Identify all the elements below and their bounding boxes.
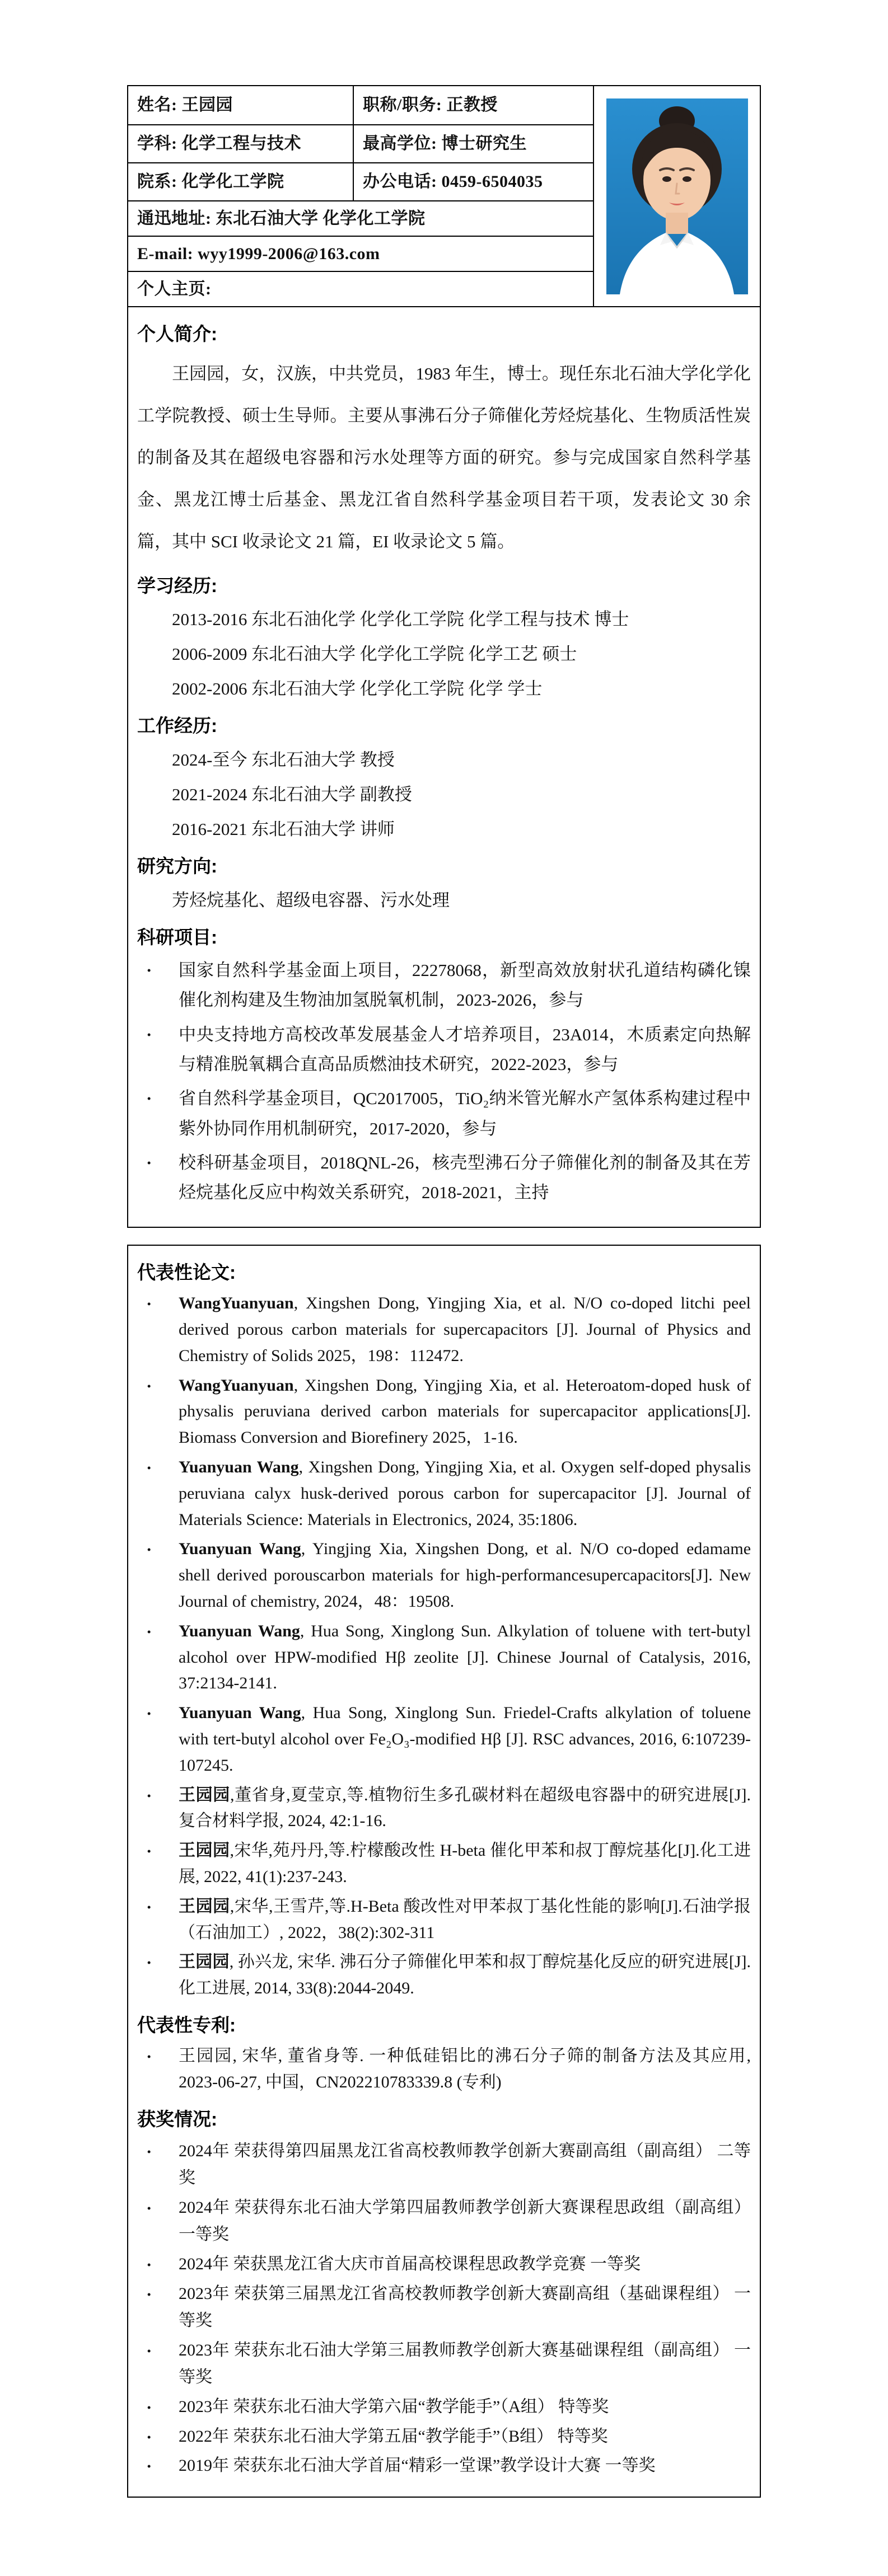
award-text: 2024年 荣获得第四届黑龙江省高校教师教学创新大赛副高组（副高组） 二等奖	[179, 2141, 751, 2188]
department-cell: 院系: 化学化工学院	[128, 162, 353, 200]
intro-paragraph: 王园园，女，汉族，中共党员，1983 年生，博士。现任东北石油大学化学化工学院教授、硕士生导师。主要从事沸石分子筛催化芳烃烷基化、生物质活性炭的制备及其在超级电容器和污水处理等方面的研究。参与完成国家自然科学基金、黑龙江博士后基金、黑龙江省自然科学基金项目若干项，发表论文 30 余篇，其中 SCI 收录论文 21 篇，EI 收录论文 5 篇。	[137, 363, 751, 551]
title-cell: 职称/职务: 正教授	[353, 86, 593, 124]
patent-item	[137, 2043, 751, 2096]
paper-text: Yuanyuan Wang, Yingjing Xia, Xingshen Dong, et al. N/O co-doped edamame shell derived porouscarbon materials for high-performancesupercapacitors[J]. New Journal of chemistry, 2024，48：19508.	[179, 1540, 751, 1611]
bullet-dot-icon: ·	[146, 2254, 152, 2274]
project-text: 国家自然科学基金面上项目，22278068，新型高效放射状孔道结构磷化镍催化剂构建及生物油加氢脱氧机制，2023-2026，参与	[179, 960, 751, 1010]
bullet-dot-icon: ·	[146, 2340, 152, 2361]
name-cell: 姓名: 王园园	[137, 96, 233, 114]
bullet-dot-icon: ·	[146, 2141, 152, 2161]
section-heading-awards: 获奖情况:	[137, 2109, 217, 2130]
degree-cell: 最高学位: 博士研究生	[353, 124, 593, 162]
paper-text: 王园园, 孙兴龙, 宋华. 沸石分子筛催化甲苯和叔丁醇烷基化反应的研究进展[J]. 化工进展, 2014, 33(8):2044-2049.	[179, 1953, 751, 1998]
education-item: 2002-2006 东北石油大学 化学化工学院 化学 学士	[172, 679, 543, 699]
bullet-dot-icon: ·	[146, 2198, 152, 2218]
paper-text: 王园园,董省身,夏莹京,等.植物衍生多孔碳材料在超级电容器中的研究进展[J].复合材料学报, 2024, 42:1-16.	[179, 1785, 751, 1831]
bullet-dot-icon: ·	[146, 960, 152, 980]
bullet-dot-icon: ·	[146, 1024, 152, 1044]
bullet-dot-icon: ·	[146, 1621, 152, 1641]
paper-item	[137, 1291, 751, 1369]
publications-sections	[128, 1246, 760, 2497]
block-gap	[127, 1228, 761, 1245]
address-cell: 通迅地址: 东北石油大学 化学化工学院	[128, 200, 593, 236]
email-cell: E-mail: wyy1999-2006@163.com	[128, 236, 593, 271]
bullet-dot-icon: ·	[146, 2284, 152, 2304]
award-item	[137, 2281, 751, 2335]
profile-photo	[606, 98, 748, 294]
section-heading-education: 学习经历:	[137, 575, 217, 596]
bullet-dot-icon: ·	[146, 1088, 152, 1109]
paper-item	[137, 1949, 751, 2002]
section-heading-projects: 科研项目:	[137, 926, 217, 947]
paper-item	[137, 1373, 751, 1451]
work-item: 2021-2024 东北石油大学 副教授	[172, 784, 412, 804]
paper-text: Yuanyuan Wang, Xingshen Dong, Yingjing Xia, et al. Oxygen self-doped physalis peruviana calyx husk-derived porous carbon for supercapacitor [J]. Journal of Materials Science: Materials in Electronics, 2024, 35:1806.	[179, 1457, 751, 1529]
paper-item	[137, 1894, 751, 1946]
bullet-dot-icon: ·	[146, 1841, 152, 1861]
bullet-dot-icon: ·	[146, 2397, 152, 2417]
project-text: 省自然科学基金项目，QC2017005，TiO₂纳米管光解水产氢体系构建过程中紫外协同作用机制研究，2017-2020，参与	[179, 1088, 751, 1138]
paper-item	[137, 1618, 751, 1697]
award-item	[137, 2138, 751, 2192]
award-item	[137, 2423, 751, 2451]
paper-text: WangYuanyuan, Xingshen Dong, Yingjing Xia, et al. N/O co-doped litchi peel derived porous carbon materials for supercapacitors [J]. Journal of Physics and Chemistry of Solids 2025，198：112472.	[179, 1294, 751, 1365]
bullet-dot-icon: ·	[146, 1785, 152, 1805]
paper-text: WangYuanyuan, Xingshen Dong, Yingjing Xia, et al. Heteroatom-doped husk of physalis peruviana derived carbon materials for supercapacitor applications[J]. Biomass Conversion and Biorefinery 2025，1-16.	[179, 1376, 751, 1447]
bullet-dot-icon: ·	[146, 1953, 152, 1973]
patent-text: 王园园, 宋华, 董省身等. 一种低硅铝比的沸石分子筛的制备方法及其应用, 2023-06-27, 中国，CN202210783339.8 (专利)	[179, 2047, 751, 2092]
basic-info-table	[127, 85, 761, 1228]
bullet-dot-icon: ·	[146, 1376, 152, 1396]
education-item: 2006-2009 东北石油大学 化学化工学院 化学工艺 硕士	[172, 644, 577, 664]
publications-block	[127, 1245, 761, 2498]
photo-cell	[593, 86, 760, 306]
paper-text: 王园园,宋华,王雪芹,等.H-Beta 酸改性对甲苯叔丁基化性能的影响[J].石油学报（石油加工）, 2022，38(2):302-311	[179, 1897, 751, 1942]
award-text: 2023年 荣获第三届黑龙江省高校教师教学创新大赛副高组（基础课程组） 一等奖	[179, 2284, 751, 2330]
award-item	[137, 2251, 751, 2278]
award-text: 2024年 荣获得东北石油大学第四届教师教学创新大赛课程思政组（副高组） 一等奖	[179, 2198, 751, 2244]
award-text: 2023年 荣获东北石油大学第六届“教学能手”（A组） 特等奖	[179, 2397, 609, 2416]
bullet-dot-icon: ·	[146, 2427, 152, 2447]
project-item	[137, 1148, 751, 1208]
profile-sections	[128, 307, 760, 1227]
bullet-dot-icon: ·	[146, 2456, 152, 2476]
section-heading-intro: 个人简介:	[137, 323, 217, 344]
bullet-dot-icon: ·	[146, 1540, 152, 1560]
paper-item	[137, 1700, 751, 1779]
award-text: 2022年 荣获东北石油大学第五届“教学能手”（B组） 特等奖	[179, 2427, 608, 2446]
bullet-dot-icon: ·	[146, 1457, 152, 1477]
document-body	[127, 85, 761, 2498]
bullet-dot-icon: ·	[146, 1897, 152, 1917]
project-item	[137, 1083, 751, 1143]
work-item: 2016-2021 东北石油大学 讲师	[172, 819, 395, 839]
portrait-photo-graphic	[606, 98, 748, 294]
paper-item	[137, 1454, 751, 1533]
award-text: 2023年 荣获东北石油大学第三届教师教学创新大赛基础课程组（副高组） 一等奖	[179, 2340, 751, 2387]
award-item	[137, 2194, 751, 2249]
education-item: 2013-2016 东北石油化学 化学化工学院 化学工程与技术 博士	[172, 609, 629, 630]
award-text: 2024年 荣获黑龙江省大庆市首届高校课程思政教学竞赛 一等奖	[179, 2254, 641, 2273]
research-direction-item: 芳烃烷基化、超级电容器、污水处理	[172, 890, 450, 910]
paper-text: Yuanyuan Wang, Hua Song, Xinglong Sun. Friedel-Crafts alkylation of toluene with tert-butyl alcohol over Fe₂O₃-modified Hβ [J]. RSC advances, 2016, 6:107239-107245.	[179, 1704, 751, 1775]
section-heading-work: 工作经历:	[137, 715, 217, 736]
phone-cell: 办公电话: 0459-6504035	[353, 162, 593, 200]
section-heading-patents: 代表性专利:	[137, 2014, 236, 2035]
bullet-dot-icon: ·	[146, 1153, 152, 1173]
paper-text: Yuanyuan Wang, Hua Song, Xinglong Sun. Alkylation of toluene with tert-butyl alcohol over HPW-modified Hβ zeolite [J]. Chinese Journal of Catalysis, 2016, 37:2134-2141.	[179, 1621, 751, 1693]
profile-sections-cell	[128, 306, 760, 1227]
project-text: 中央支持地方高校改革发展基金人才培养项目，23A014，木质素定向热解与精准脱氧耦合直高品质燃油技术研究，2022-2023，参与	[179, 1024, 751, 1074]
homepage-cell: 个人主页:	[128, 271, 593, 306]
award-item	[137, 2452, 751, 2480]
award-item	[137, 2337, 751, 2391]
project-item	[137, 1020, 751, 1080]
paper-item	[137, 1782, 751, 1835]
paper-item	[137, 1838, 751, 1890]
bullet-dot-icon: ·	[146, 1704, 152, 1724]
award-item	[137, 2394, 751, 2421]
section-heading-papers: 代表性论文:	[137, 1261, 236, 1283]
work-item: 2024-至今 东北石油大学 教授	[172, 749, 395, 769]
paper-text: 王园园,宋华,苑丹丹,等.柠檬酸改性 H-beta 催化甲苯和叔丁醇烷基化[J].化工进展, 2022, 41(1):237-243.	[179, 1841, 751, 1886]
project-text: 校科研基金项目，2018QNL-26，核壳型沸石分子筛催化剂的制备及其在芳烃烷基化反应中构效关系研究，2018-2021，主持	[179, 1153, 751, 1203]
award-text: 2019年 荣获东北石油大学首届“精彩一堂课”教学设计大赛 一等奖	[179, 2456, 656, 2475]
project-item	[137, 955, 751, 1015]
section-heading-research-directions: 研究方向:	[137, 856, 217, 876]
bullet-dot-icon: ·	[146, 2047, 152, 2067]
bullet-dot-icon: ·	[146, 1294, 152, 1314]
discipline-cell: 学科: 化学工程与技术	[128, 124, 353, 162]
paper-item	[137, 1536, 751, 1615]
